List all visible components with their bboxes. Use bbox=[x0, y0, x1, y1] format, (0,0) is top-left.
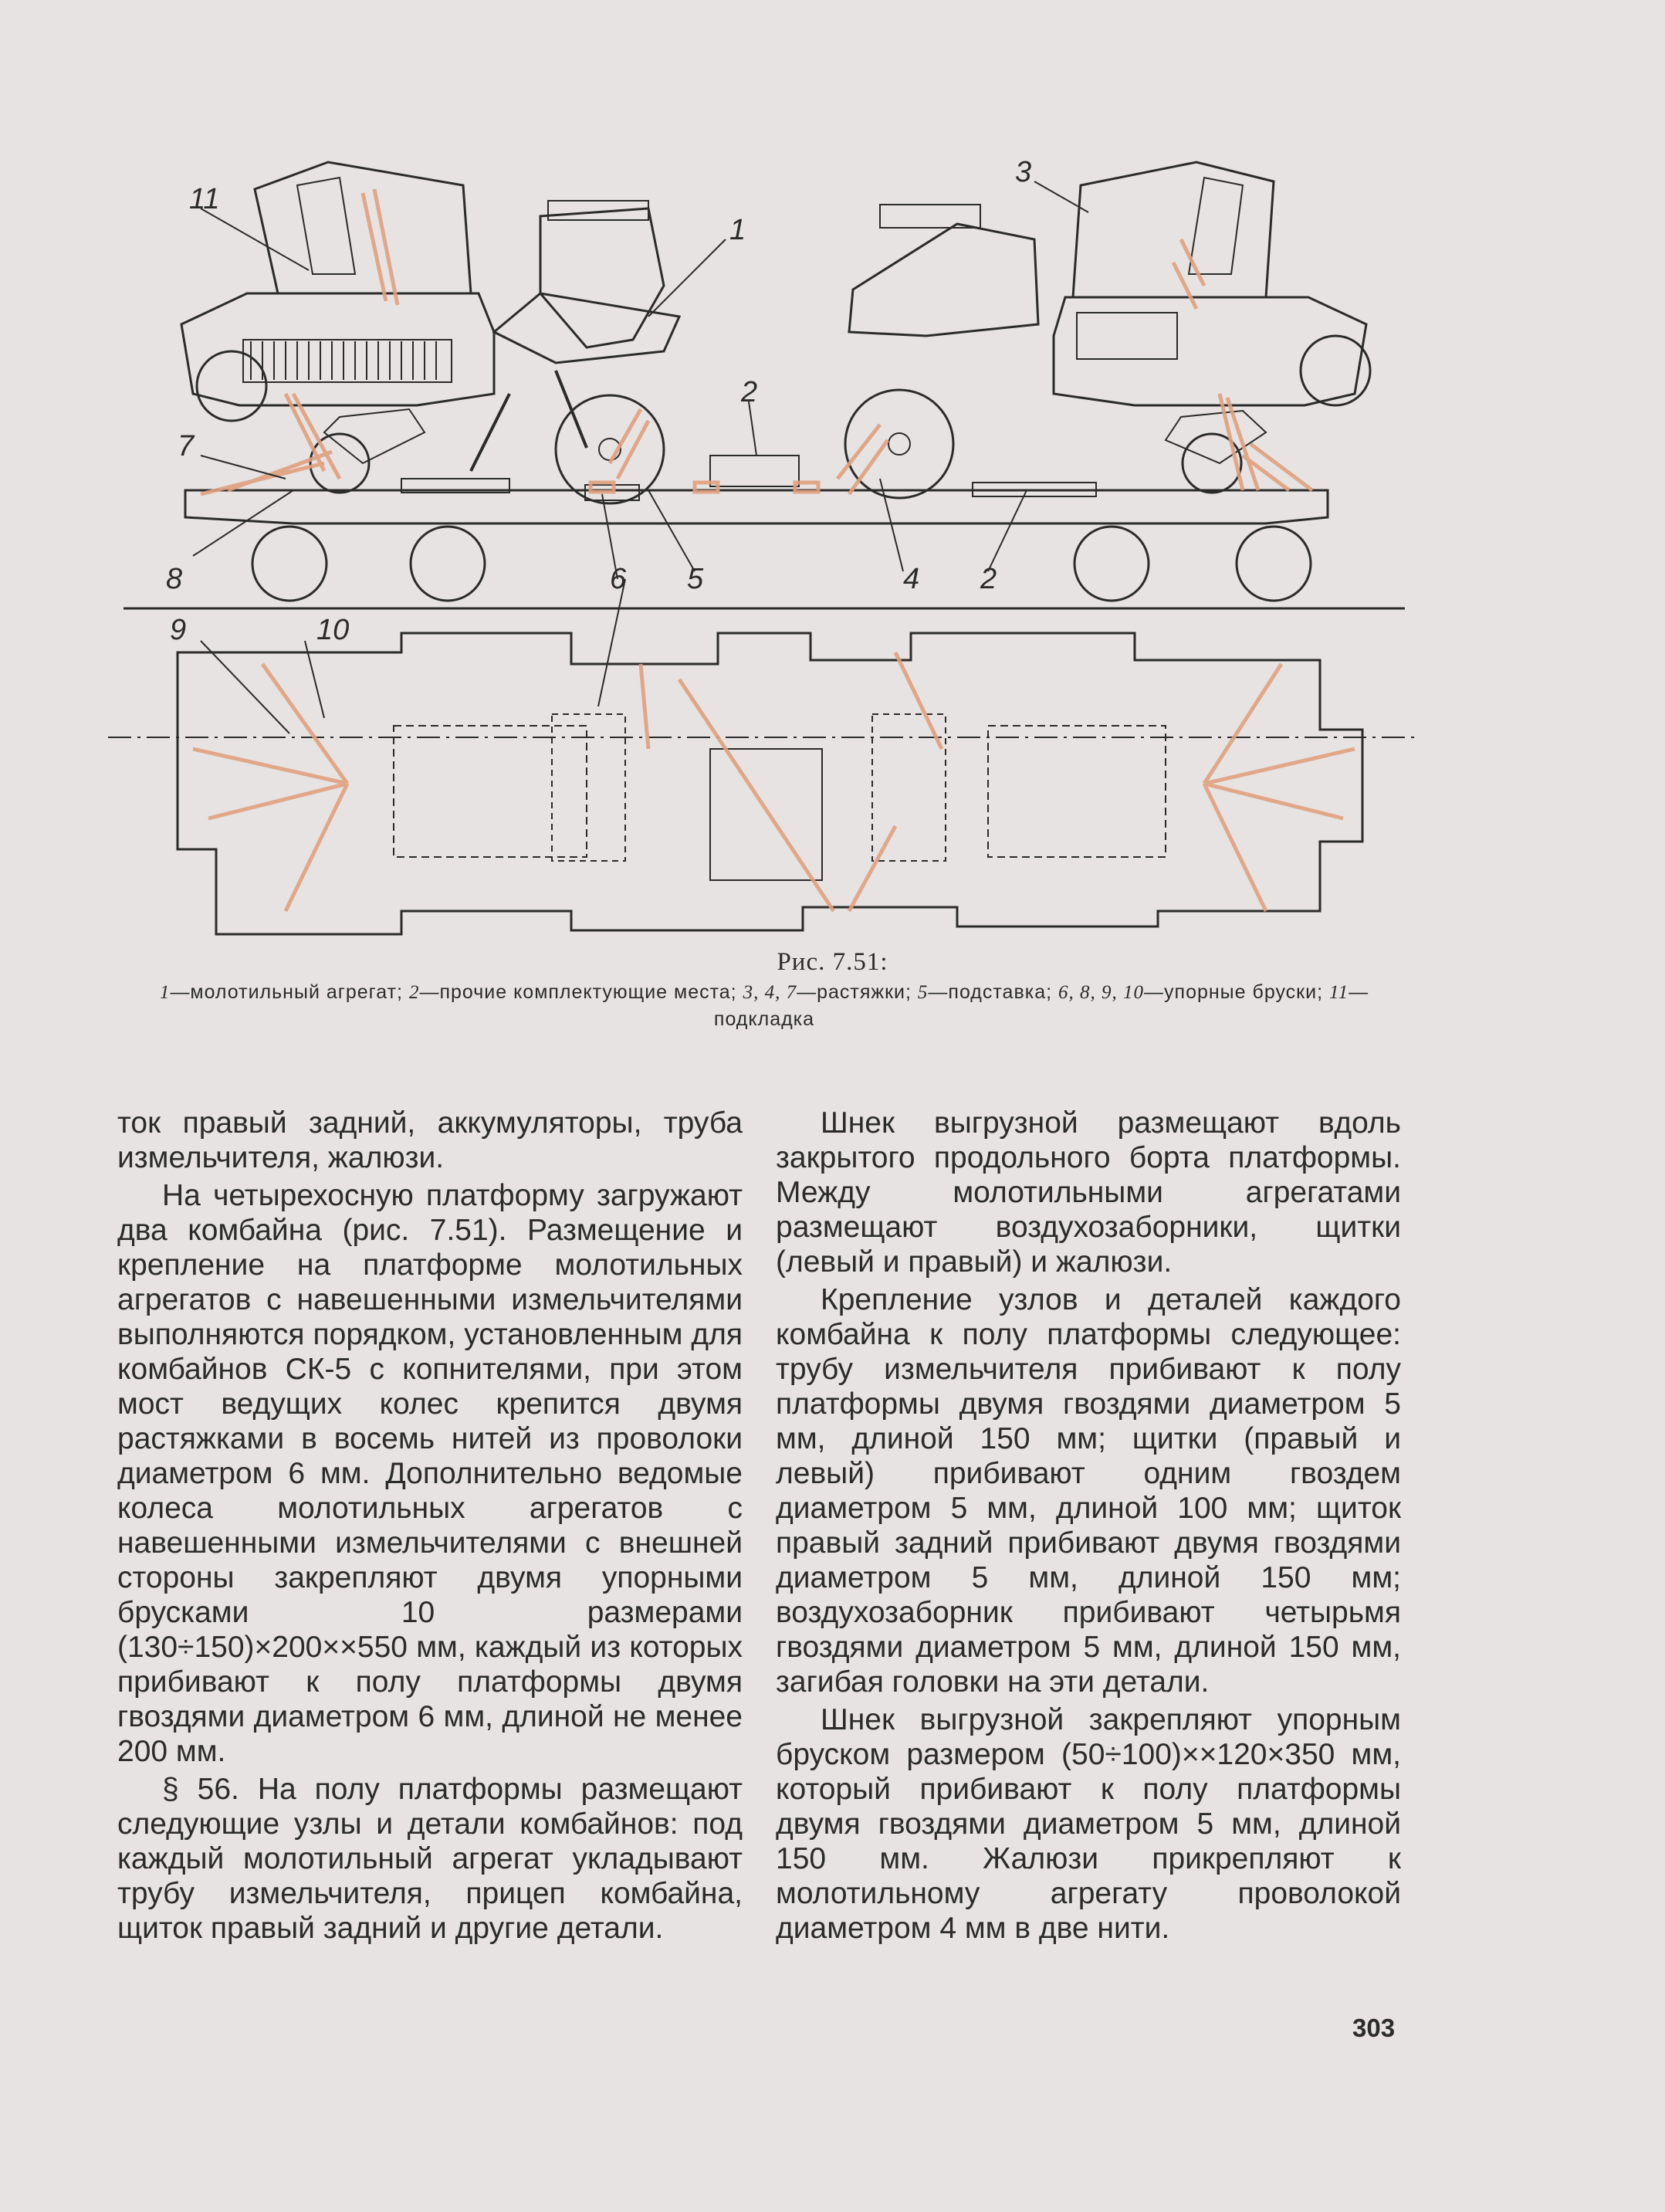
right-text-column bbox=[776, 1106, 1401, 1949]
callout-number: 6 bbox=[610, 563, 627, 595]
paragraph: Шнек выгрузной закрепляют упорным бруском размером (50÷100)××120×350 мм, который прибивают к полу платформы двумя гвоздями диаметром 5 мм, длиной 150 мм. Жалюзи прикрепляют к молотильному агрегату проволокой диаметром 4 мм в две нити. bbox=[776, 1703, 1401, 1945]
legend-item: 2—прочие комплектующие места; bbox=[408, 981, 743, 1003]
callout-number: 8 bbox=[166, 563, 183, 595]
figure-legend bbox=[116, 979, 1413, 1032]
callout-number: 3 bbox=[1015, 156, 1032, 188]
platform-deck bbox=[185, 490, 1328, 523]
paragraph: На четырехосную платформу загружают два комбайна (рис. 7.51). Размещение и крепление на платформе молотильных агрегатов с навешенными измельчителями выполняются порядком, установленным для комбайнов СК-5 с копнителями, при этом мост ведущих колес крепится двумя растяжками в восемь нитей из проволоки диаметром 6 мм. Дополнительно ведомые колеса молотильных агрегатов с навешенными измельчителями с внешней стороны закрепляют двумя упорными брусками 10 размерами (130÷150)×200××550 мм, каждый из которых прибивают к полу платформы двумя гвоздями диаметром 6 мм, длиной не менее 200 мм. bbox=[117, 1179, 743, 1768]
callout-number: 2 bbox=[741, 376, 758, 408]
callout-number: 4 bbox=[903, 563, 920, 595]
callout-number: 2 bbox=[980, 563, 997, 595]
right-combine bbox=[710, 162, 1370, 498]
paragraph: Крепление узлов и деталей каждого комбайна к полу платформы следующее: трубу измельчителя прибивают к полу платформы двумя гвоздями диаметром 5 мм, длиной 150 мм; щитки (правый и левый) прибивают одним гвоздем диаметром 5 мм, длиной 100 мм; щиток правый задний прибивают двумя гвоздями диаметром 5 мм, длиной 150 мм; воздухозаборник прибивают четырьмя гвоздями диаметром 5 мм, длиной 150 мм, загибая головки на эти детали. bbox=[776, 1283, 1401, 1699]
callout-number: 11 bbox=[189, 183, 220, 215]
platform-wheel bbox=[252, 527, 327, 601]
paragraph: § 56. На полу платформы размещают следующие узлы и детали комбайнов: под каждый молотильный агрегат укладывают трубу измельчителя, прицеп комбайна, щиток правый задний и другие детали. bbox=[117, 1773, 743, 1945]
loading-diagram bbox=[108, 139, 1420, 942]
left-combine bbox=[181, 162, 679, 503]
plan-view bbox=[108, 633, 1420, 934]
legend-item: 6, 8, 9, 10—упорные бруски; bbox=[1058, 981, 1329, 1003]
legend-item: 11—подкладка bbox=[713, 981, 1369, 1030]
paragraph: Шнек выгрузной размещают вдоль закрытого продольного борта платформы. Между молотильными агрегатами размещают воздухозаборники, щитки (левый и правый) и жалюзи. bbox=[776, 1106, 1401, 1279]
legend-item: 3, 4, 7—растяжки; bbox=[743, 981, 918, 1003]
page-number: 303 bbox=[1352, 2014, 1396, 2042]
legend-item: 1—молотильный агрегат; bbox=[159, 981, 409, 1003]
legend-item: 5—подставка; bbox=[917, 981, 1059, 1003]
platform-wheel bbox=[1237, 527, 1311, 601]
callout-number: 7 bbox=[178, 430, 195, 462]
left-text-column bbox=[117, 1106, 743, 1949]
paragraph: ток правый задний, аккумуляторы, труба измельчителя, жалюзи. bbox=[117, 1106, 743, 1174]
callout-number: 1 bbox=[729, 214, 746, 246]
callout-number: 9 bbox=[170, 614, 187, 646]
figure-caption-title: Рис. 7.51: bbox=[777, 948, 888, 976]
platform-wheel bbox=[411, 527, 485, 601]
callout-number: 10 bbox=[316, 614, 350, 646]
platform-wheel bbox=[1074, 527, 1149, 601]
callout-number: 5 bbox=[687, 563, 704, 595]
